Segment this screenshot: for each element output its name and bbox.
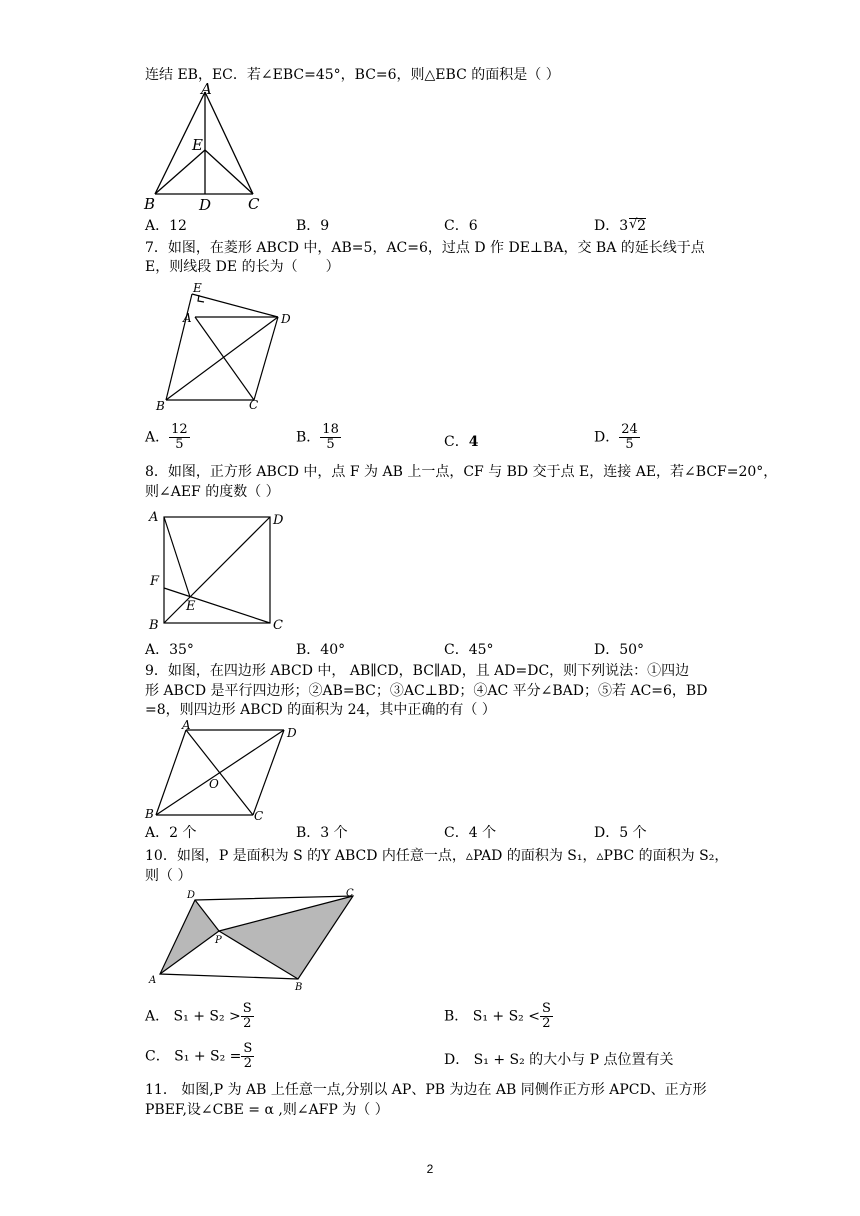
q7-option-d: D． $\frac{24}{5}$ (594, 422, 638, 452)
q9-option-c: C．4 个 (444, 825, 497, 841)
q10-line-1: 10．如图，P 是面积为 S 的Y ABCD 内任意一点，▵PAD 的面积为 S₁，▵PBC 的面积为 S₂， (145, 848, 729, 864)
q6-label-b: B (144, 195, 156, 213)
q8-label-b: B (149, 618, 159, 633)
q10-option-a: A． S₁ + S₂ > $\frac{S}{2}$ (145, 1001, 252, 1031)
q6-stem: 连结 EB，EC．若∠EBC=45°，BC=6，则△EBC 的面积是（ ） (145, 67, 560, 83)
q7-option-c: C．4 (444, 434, 479, 450)
q6-figure (140, 82, 280, 212)
q6-label-c: C (248, 195, 260, 213)
q7-fraction-d: $\frac{24}{5}$ (621, 422, 638, 452)
q9-label-c: C (254, 809, 264, 823)
q10-fraction-b: $\frac{S}{2}$ (541, 1001, 551, 1031)
q7-label-c: C (249, 398, 259, 412)
q9-line-3: =8，则四边形 ABCD 的面积为 24，其中正确的有（ ） (145, 702, 496, 718)
q8-label-a: A (149, 510, 159, 525)
q9-label-a: A (182, 718, 191, 732)
q8-line-1: 8．如图，正方形 ABCD 中，点 F 为 AB 上一点，CF 与 BD 交于点 E，连接 AE，若∠BCF=20°， (145, 464, 778, 480)
q10-label-c: C (346, 888, 354, 899)
q7-line-2: E，则线段 DE 的长为（ ） (145, 259, 340, 275)
q9-label-d: D (287, 726, 297, 740)
q9-option-d: D．5 个 (594, 825, 647, 841)
q10-label-d: D (187, 890, 196, 901)
q9-option-a: A．2 个 (145, 825, 197, 841)
q11-line-2: PBEF,设∠CBE = α ,则∠AFP 为（ ） (145, 1102, 389, 1118)
q8-label-e: E (186, 599, 196, 614)
q10-line-2: 则（ ） (145, 868, 192, 884)
q6-label-d: D (199, 196, 212, 214)
q10-label-p: P (215, 935, 222, 946)
q10-label-a: A (149, 975, 157, 986)
q8-line-2: 则∠AEF 的度数（ ） (145, 484, 280, 500)
q7-option-a: A． $\frac{12}{5}$ (145, 422, 188, 452)
q10-option-c: C． S₁ + S₂ = $\frac{S}{2}$ (145, 1041, 253, 1071)
q9-line-2: 形 ABCD 是平行四边形；②AB=BC；③AC⊥BD；④AC 平分∠BAD；⑤若 AC=6，BD (145, 683, 708, 699)
q7-label-e: E (193, 281, 202, 295)
q10-label-b: B (295, 982, 303, 993)
q10-shaded-pbc (219, 896, 353, 979)
q8-option-a: A．35° (145, 642, 194, 658)
q7-fraction-a: $\frac{12}{5}$ (171, 422, 188, 452)
q9-figure (143, 720, 303, 824)
q10-fraction-a: $\frac{S}{2}$ (242, 1001, 252, 1031)
sqrt-symbol: √ 2 (629, 217, 647, 234)
q7-figure (150, 282, 320, 414)
q9-label-o: O (209, 777, 219, 791)
q7-label-d: D (281, 312, 291, 326)
q8-option-b: B．40° (296, 642, 346, 658)
q9-option-b: B．3 个 (296, 825, 348, 841)
q10-option-d: D． S₁ + S₂ 的大小与 P 点位置有关 (444, 1052, 674, 1068)
q8-option-d: D．50° (594, 642, 645, 658)
q11-line-1: 11． 如图,P 为 AB 上任意一点,分别以 AP、PB 为边在 AB 同侧作正方形 APCD、正方形 (145, 1082, 707, 1098)
q7-label-a: A (183, 311, 192, 325)
q7-label-b: B (156, 399, 165, 413)
q10-figure (145, 888, 365, 996)
q6-label-a: A (201, 80, 212, 98)
q6-label-e: E (192, 136, 203, 154)
q8-option-c: C．45° (444, 642, 494, 658)
q7-line-1: 7．如图，在菱形 ABCD 中，AB=5，AC=6，过点 D 作 DE⊥BA，交 BA 的延长线于点 (145, 240, 705, 256)
q8-figure (145, 505, 295, 635)
q10-fraction-c: $\frac{S}{2}$ (243, 1041, 253, 1071)
q8-label-c: C (273, 618, 283, 633)
q10-option-b: B． S₁ + S₂ < $\frac{S}{2}$ (444, 1001, 551, 1031)
q7-option-b: B． $\frac{18}{5}$ (296, 422, 339, 452)
q6-option-b: B．9 (296, 218, 330, 234)
q9-label-b: B (145, 807, 154, 821)
page-number: 2 (426, 1162, 434, 1176)
q9-line-1: 9．如图，在四边形 ABCD 中， AB∥CD，BC∥AD，且 AD=DC，则下列说法：①四边 (145, 663, 690, 679)
q6-option-d: D．3 √ 2 (594, 217, 647, 234)
q6-option-c: C．6 (444, 218, 478, 234)
q6-option-a: A．12 (145, 218, 187, 234)
q8-label-d: D (273, 513, 284, 528)
q7-fraction-b: $\frac{18}{5}$ (322, 422, 339, 452)
q8-label-f: F (150, 574, 160, 589)
